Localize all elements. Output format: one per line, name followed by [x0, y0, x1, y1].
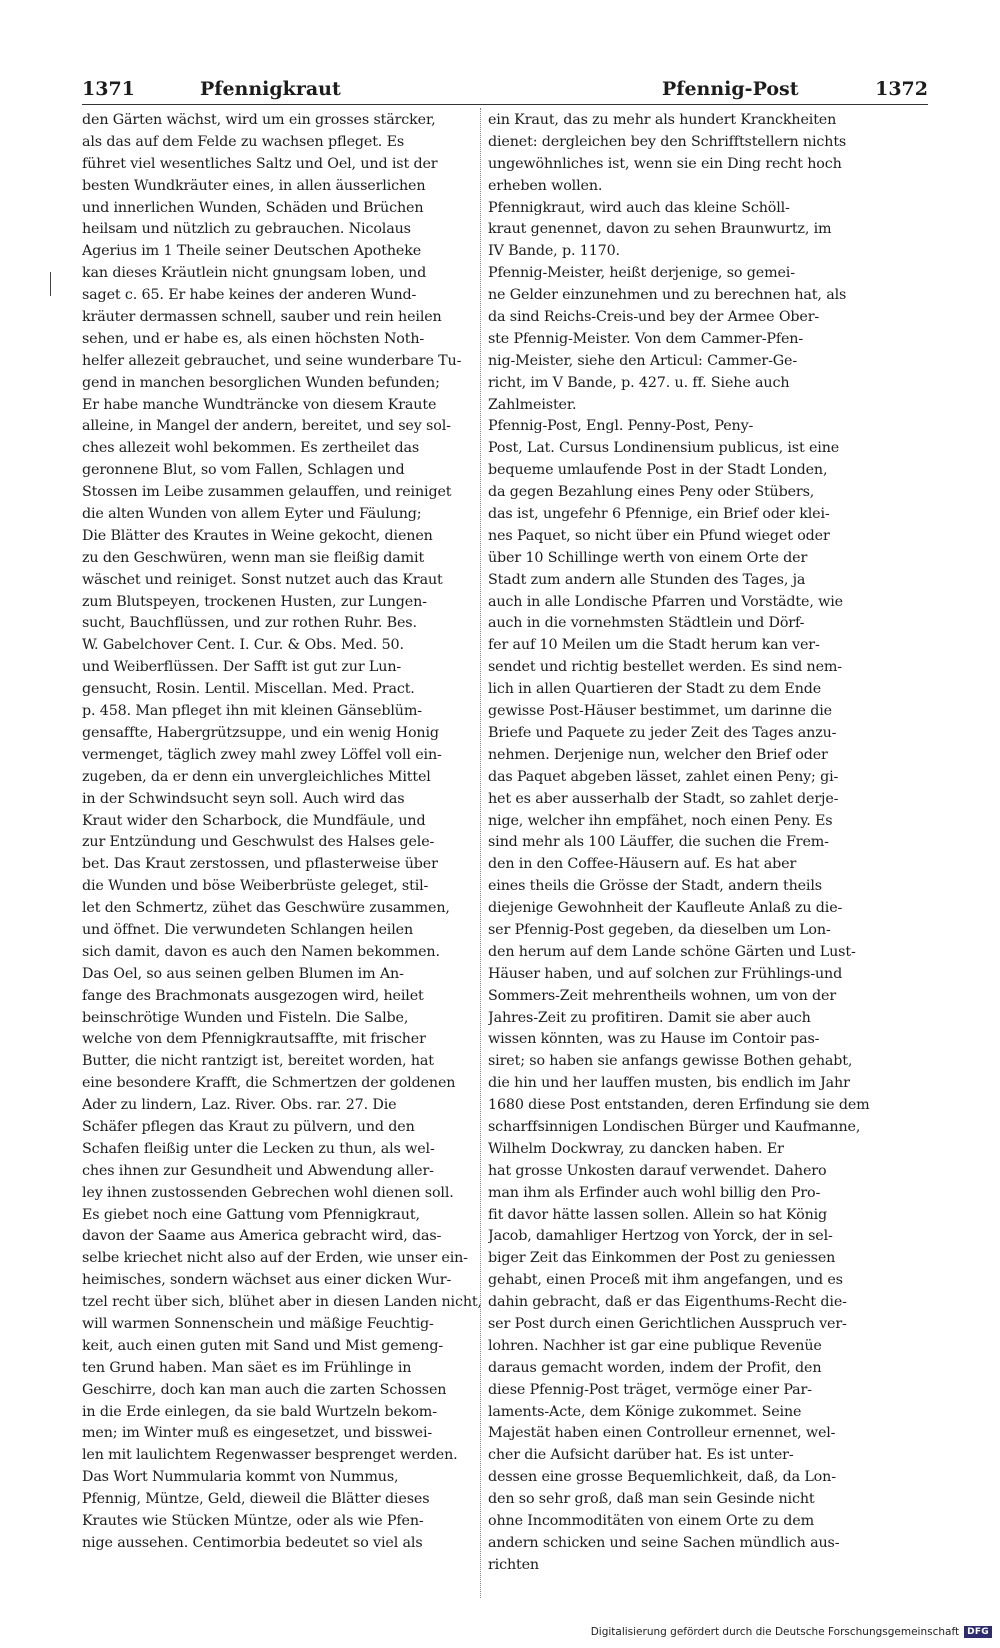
text-line: ein Kraut, das zu mehr als hundert Kranckheiten [488, 112, 837, 128]
text-line: gensucht, Rosin. Lentil. Miscellan. Med. Pract. [82, 681, 415, 698]
text-line: zur Entzündung und Geschwulst des Halses gele- [82, 834, 435, 851]
text-line: ne Gelder einzunehmen und zu berechnen hat, als [488, 287, 847, 304]
text-line: und Weiberflüssen. Der Safft ist gut zur Lun- [82, 659, 402, 676]
text-line: Ader zu lindern, Laz. River. Obs. rar. 27. Die [82, 1097, 397, 1114]
text-line: alleine, in Mangel der andern, bereitet, und sey sol- [82, 418, 451, 435]
text-line: nehmen. Derjenige nun, welcher den Brief oder [488, 746, 828, 763]
text-line: wäschet und reiniget. Sonst nutzet auch das Kraut [82, 571, 443, 588]
text-line: dessen eine grosse Bequemlichkeit, daß, da Lon- [488, 1469, 836, 1486]
text-line: über 10 Schillinge werth von einem Orte der [488, 549, 808, 566]
text-line: len mit laulichtem Regenwasser besprenget werden. [82, 1447, 458, 1464]
text-line: bet. Das Kraut zerstossen, und pflasterweise über [82, 856, 438, 873]
text-line: eine besondere Krafft, die Schmertzen der goldenen [82, 1075, 456, 1092]
digitization-credit [591, 1624, 992, 1640]
text-line: davon der Saame aus America gebracht wird, das- [82, 1228, 442, 1245]
text-line: het es aber ausserhalb der Stadt, so zahlet derje- [488, 790, 839, 807]
text-line: Pfennig, Müntze, Geld, dieweil die Blätter dieses [82, 1491, 430, 1508]
text-line: ser Pfennig-Post gegeben, da dieselben um Lon- [488, 921, 831, 938]
text-line: zum Blutspeyen, trockenen Husten, zur Lungen- [82, 593, 427, 610]
text-line: Zahlmeister. [488, 396, 577, 413]
text-line: fange des Brachmonats ausgezogen wird, heilet [82, 987, 424, 1004]
text-line: fer auf 10 Meilen um die Stadt herum kan ver- [488, 637, 820, 654]
text-line: ley ihnen zustossenden Gebrechen wohl dienen soll. [82, 1184, 454, 1201]
text-line: ohne Incommoditäten von einem Orte zu dem [488, 1513, 815, 1529]
text-line: vermenget, täglich zwey mahl zwey Löffel voll ein- [82, 746, 442, 763]
text-line: und öffnet. Die verwundeten Schlangen heilen [82, 921, 414, 938]
text-line: W. Gabelchover Cent. I. Cur. & Obs. Med. 50. [82, 637, 404, 654]
text-line: beinschrötige Wunden und Fisteln. Die Salbe, [82, 1009, 409, 1026]
text-line: lohren. Nachher ist gar eine publique Revenüe [488, 1337, 822, 1354]
text-line: Die Blätter des Krautes in Weine gekocht, dienen [82, 527, 433, 544]
text-line: die hin und her lauffen musten, bis endlich im Jahr [488, 1075, 850, 1092]
text-line: IV Bande, p. 1170. [488, 243, 620, 260]
text-line: kraut genennet, davon zu sehen Braunwurtz, im [488, 221, 832, 238]
text-line: ungewöhnliches ist, wenn sie ein Ding recht hoch [488, 155, 842, 172]
text-line: keit, auch einen guten mit Sand und Mist gemeng- [82, 1337, 444, 1354]
text-line: dahin gebracht, daß er das Eigenthums-Recht die- [488, 1294, 847, 1311]
text-line: Geschirre, doch kan man auch die zarten Schossen [82, 1381, 447, 1398]
text-line: p. 458. Man pfleget ihn mit kleinen Gänseblüm- [82, 703, 422, 720]
text-line: hat grosse Unkosten darauf verwendet. Dahero [488, 1162, 827, 1179]
text-line: Pfennig-Post, Engl. Penny-Post, Peny- [488, 418, 754, 435]
text-line: kräuter dermassen schnell, sauber und rein heilen [82, 309, 442, 326]
text-line: Schafen fleißig unter die Lecken zu thun, als wel- [82, 1140, 435, 1157]
text-line: cher die Aufsicht darüber hat. Es ist unter- [488, 1447, 794, 1464]
column-divider [480, 108, 481, 1598]
text-line: selbe kriechet nicht also auf der Erden, wie unser ein- [82, 1250, 468, 1267]
left-page-number: 1371 [82, 78, 135, 100]
text-line: das ist, ungefehr 6 Pfennige, ein Brief oder klei- [488, 506, 830, 523]
text-line: dienet: dergleichen bey den Schrifftstellern nichts [488, 133, 847, 150]
text-line: nige aussehen. Centimorbia bedeutet so viel als [82, 1534, 423, 1551]
text-line: gend in manchen besorglichen Wunden befunden; [82, 374, 440, 391]
text-line: Butter, die nicht rantzigt ist, bereitet worden, hat [82, 1053, 434, 1070]
text-line: auch in die vornehmsten Städtlein und Dörf- [488, 615, 805, 632]
text-line: let den Schmertz, zühet das Geschwüre zusammen, [82, 900, 450, 917]
text-line: andern schicken und seine Sachen mündlich aus- [488, 1534, 840, 1551]
text-line: und innerlichen Wunden, Schäden und Brüchen [82, 199, 424, 216]
text-line: biger Zeit das Einkommen der Post zu geniessen [488, 1250, 836, 1267]
text-line: nig-Meister, siehe den Articul: Cammer-Ge- [488, 352, 798, 369]
credit-text: Digitalisierung gefördert durch die Deutsche Forschungsgemeinschaft [590, 1626, 960, 1638]
text-line: Das Oel, so aus seinen gelben Blumen im An- [82, 965, 404, 982]
text-line: Häuser haben, und auf solchen zur Frühlings-und [488, 965, 843, 982]
text-line: Schäfer pflegen das Kraut zu pülvern, und den [82, 1118, 415, 1135]
text-line: Jahres-Zeit zu profitiren. Damit sie aber auch [488, 1009, 811, 1026]
text-line: heimisches, sondern wächset aus einer dicken Wur- [82, 1272, 452, 1289]
text-line: saget c. 65. Er habe keines der anderen Wund- [82, 287, 417, 304]
text-line: tzel recht über sich, blühet aber in diesen Landen nicht, [82, 1294, 482, 1311]
text-line: will warmen Sonnenschein und mäßige Feuchtig- [82, 1315, 434, 1332]
text-line: ches allezeit wohl bekommen. Es zertheilet das [82, 440, 420, 457]
text-line: helfer allezeit gebrauchet, und seine wunderbare Tu- [82, 352, 462, 369]
text-line: nige, welcher ihn empfähet, noch einen Peny. Es [488, 812, 833, 829]
text-line: sucht, Bauchflüssen, und zur rothen Ruhr. Bes. [82, 615, 417, 632]
text-line: den herum auf dem Lande schöne Gärten und Lust- [488, 943, 856, 960]
text-line: welche von dem Pfennigkrautsaffte, mit frischer [82, 1031, 426, 1048]
right-catchword: Pfennig-Post [662, 78, 799, 100]
text-line: men; im Winter muß es eingesetzet, und bisswei- [82, 1425, 433, 1442]
margin-mark [50, 272, 51, 296]
text-line: diese Pfennig-Post träget, vermöge einer Par- [488, 1381, 812, 1398]
text-line: ser Post durch einen Gerichtlichen Ausspruch ver- [488, 1315, 847, 1332]
text-line: Pfennigkraut, wird auch das kleine Schöll- [488, 199, 790, 216]
text-line: da gegen Bezahlung eines Peny oder Stübers, [488, 484, 815, 501]
text-line: sind mehr als 100 Läuffer, die suchen die Frem- [488, 834, 829, 851]
left-text-column [82, 110, 482, 1555]
text-line: als das auf dem Felde zu wachsen pfleget. Es [82, 133, 405, 150]
text-line: die alten Wunden von allem Eyter und Fäulung; [82, 506, 422, 523]
text-line: kan dieses Kräutlein nicht gnungsam loben, und [82, 265, 427, 282]
text-line: siret; so haben sie anfangs gewisse Bothen gehabt, [488, 1053, 853, 1070]
text-line: Majestät haben einen Controlleur ernennet, wel- [488, 1425, 836, 1442]
text-line: gensaffte, Habergrützsuppe, und ein wenig Honig [82, 724, 439, 741]
text-line: diejenige Gewohnheit der Kaufleute Anlaß zu die- [488, 900, 843, 917]
text-line: Krautes wie Stücken Müntze, oder als wie Pfen- [82, 1513, 424, 1529]
text-line: Das Wort Nummularia kommt von Nummus, [82, 1469, 399, 1486]
text-line: sich damit, davon es auch den Namen bekommen. [82, 943, 440, 960]
dfg-logo: DFG [964, 1626, 992, 1638]
text-line: führet viel wesentliches Saltz und Oel, und ist der [82, 155, 438, 172]
text-line: man ihm als Erfinder auch wohl billig den Pro- [488, 1184, 821, 1201]
text-line: den Gärten wächst, wird um ein grosses stärcker, [82, 112, 436, 128]
left-catchword: Pfennigkraut [200, 78, 341, 100]
text-line: bequeme umlaufende Post in der Stadt Londen, [488, 462, 828, 479]
text-line: Jacob, damahliger Hertzog von Yorck, der in sel- [488, 1228, 833, 1245]
text-line: richten [488, 1556, 539, 1573]
text-line: auch in alle Londische Pfarren und Vorstädte, wie [488, 593, 843, 610]
text-line: eines theils die Grösse der Stadt, andern theils [488, 878, 822, 895]
right-page-number: 1372 [875, 78, 928, 100]
text-line: nes Paquet, so nicht über ein Pfund wieget oder [488, 527, 830, 544]
text-line: das Paquet abgeben lässet, zahlet einen Peny; gi- [488, 768, 839, 785]
text-line: in der Schwindsucht seyn soll. Auch wird das [82, 790, 405, 807]
text-line: ste Pfennig-Meister. Von dem Cammer-Pfen- [488, 330, 804, 347]
text-line: Agerius im 1 Theile seiner Deutschen Apotheke [82, 243, 422, 260]
text-line: Stadt zum andern alle Stunden des Tages, ja [488, 571, 806, 588]
text-line: zu den Geschwüren, wenn man sie fleißig damit [82, 549, 425, 566]
text-line: besten Wundkräuter eines, in allen äusserlichen [82, 177, 426, 194]
text-line: fit davor hätte lassen sollen. Allein so hat König [488, 1206, 828, 1223]
header-rule [82, 104, 928, 105]
text-line: ten Grund haben. Man säet es im Frühlinge in [82, 1359, 412, 1376]
text-line: gehabt, einen Proceß mit ihm angefangen, und es [488, 1272, 843, 1289]
text-line: den in den Coffee-Häusern auf. Es hat aber [488, 856, 797, 873]
text-line: Er habe manche Wundträncke von diesem Kraute [82, 396, 437, 413]
text-line: lich in allen Quartieren der Stadt zu dem Ende [488, 681, 822, 698]
text-line: Post, Lat. Cursus Londinensium publicus, ist eine [488, 440, 840, 457]
text-line: in die Erde einlegen, da sie bald Wurtzeln bekom- [82, 1403, 437, 1420]
text-line: Stossen im Leibe zusammen gelauffen, und reiniget [82, 484, 452, 501]
text-line: 1680 diese Post entstanden, deren Erfindung sie dem [488, 1097, 870, 1114]
text-line: daraus gemacht worden, indem der Profit, den [488, 1359, 822, 1376]
text-line: Kraut wider den Scharbock, die Mundfäule, und [82, 812, 426, 829]
text-line: ches ihnen zur Gesundheit und Abwendung aller- [82, 1162, 434, 1179]
page-header [82, 78, 928, 104]
text-line: Wilhelm Dockwray, zu dancken haben. Er [488, 1140, 784, 1157]
text-line: sendet und richtig bestellet werden. Es sind nem- [488, 659, 842, 676]
text-line: Sommers-Zeit mehrentheils wohnen, um von der [488, 987, 837, 1004]
text-line: laments-Acte, dem Könige zukommet. Seine [488, 1403, 802, 1420]
text-line: den so sehr groß, daß man sein Gesinde nicht [488, 1491, 815, 1508]
text-line: gewisse Post-Häuser bestimmet, um darinne die [488, 703, 832, 720]
text-line: da sind Reichs-Creis-und bey der Armee Ober- [488, 309, 820, 326]
text-line: wissen könnten, was zu Hause im Contoir pas- [488, 1031, 820, 1048]
text-line: Es giebet noch eine Gattung vom Pfennigkraut, [82, 1206, 420, 1223]
text-line: Pfennig-Meister, heißt derjenige, so gemei- [488, 265, 795, 282]
text-line: erheben wollen. [488, 177, 603, 194]
text-line: geronnene Blut, so vom Fallen, Schlagen und [82, 462, 405, 479]
text-line: Briefe und Paquete zu jeder Zeit des Tages anzu- [488, 724, 837, 741]
text-line: die Wunden und böse Weiberbrüste geleget, stil- [82, 878, 429, 895]
text-line: richt, im V Bande, p. 427. u. ff. Siehe auch [488, 374, 790, 391]
text-line: sehen, und er habe es, als einen höchsten Noth- [82, 330, 425, 347]
text-line: heilsam und nützlich zu gebrauchen. Nicolaus [82, 221, 411, 238]
text-line: scharffsinnigen Londischen Bürger und Kaufmanne, [488, 1118, 861, 1135]
right-text-column [488, 110, 888, 1577]
text-line: zugeben, da er denn ein unvergleichliches Mittel [82, 768, 431, 785]
